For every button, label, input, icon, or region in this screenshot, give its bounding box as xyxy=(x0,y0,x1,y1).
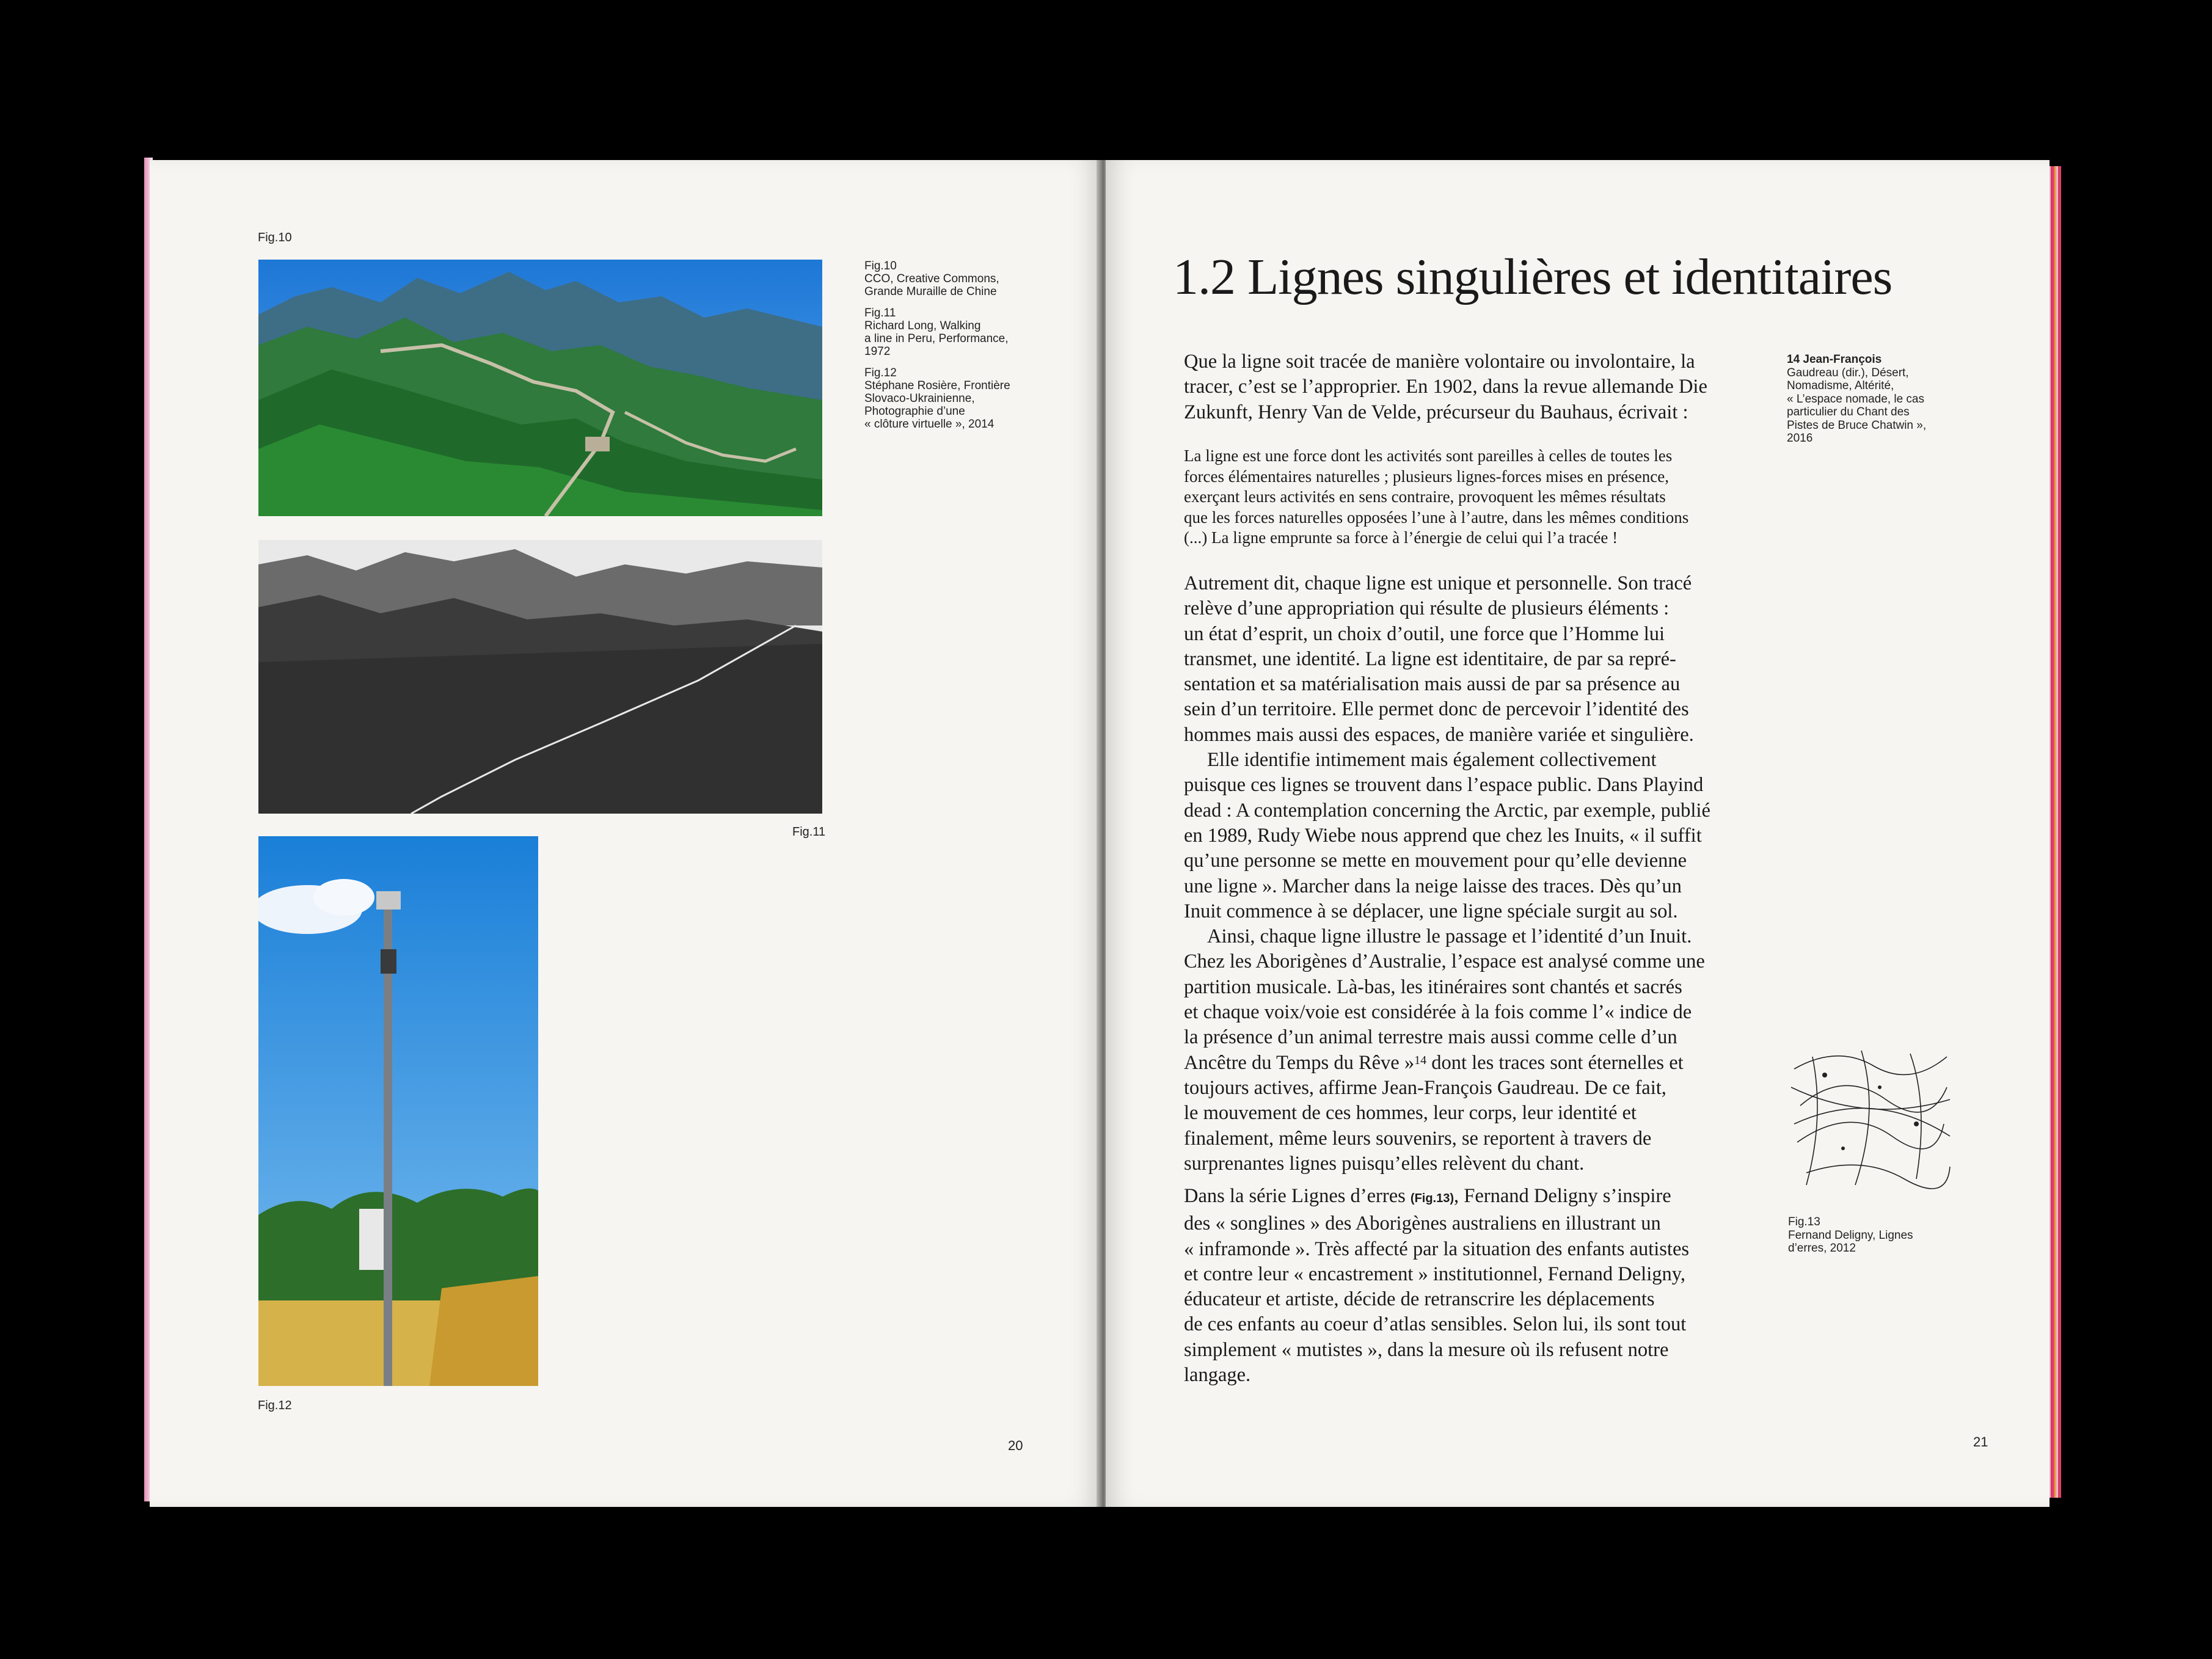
figure-captions xyxy=(864,260,1035,439)
fig12-label: Fig.12 xyxy=(258,1399,292,1412)
text-line: sein d’un territoire. Elle permet donc de percevoir l’identité des xyxy=(1184,698,1689,721)
text-line: Ainsi, chaque ligne illustre le passage et l’identité d’un Inuit. xyxy=(1207,925,1692,948)
caption-line: d’erres, 2012 xyxy=(1788,1242,1856,1255)
text-line: en 1989, Rudy Wiebe nous apprend que chez les Inuits, « il suffit xyxy=(1184,824,1702,847)
caption-line: « clôture virtuelle », 2014 xyxy=(864,418,995,431)
text-line xyxy=(1184,1051,1749,1076)
footnote-line: 2016 xyxy=(1787,432,1813,445)
text-line: le mouvement de ces hommes, leur corps, leur identité et xyxy=(1184,1102,1637,1125)
section-title: 1.2 Lignes singulières et identitaires xyxy=(1173,249,1893,305)
caption-line: 1972 xyxy=(864,345,891,358)
text-line: puisque ces lignes se trouvent dans l’espace public. Dans Playind xyxy=(1184,774,1704,797)
caption-fig10 xyxy=(864,260,1035,298)
caption-line: Fig.11 xyxy=(864,307,896,319)
great-wall-illustration xyxy=(258,260,822,516)
text-line: Elle identifie intimement mais également collectivement xyxy=(1207,749,1657,771)
text-line: Zukunft, Henry Van de Velde, précurseur du Bauhaus, écrivait : xyxy=(1184,401,1688,423)
last-paragraph xyxy=(1184,1184,1749,1388)
footnote-line: particulier du Chant des xyxy=(1787,406,1910,418)
text-line xyxy=(1184,1184,1749,1211)
border-camera-illustration xyxy=(258,836,538,1386)
text-line: et contre leur « encastrement » institutionnel, Fernand Deligny, xyxy=(1184,1263,1685,1285)
caption-line: Richard Long, Walking xyxy=(864,319,981,332)
caption-line: Fig.10 xyxy=(864,260,897,272)
text-line: dead : A contemplation concerning the Arctic, par exemple, publié xyxy=(1184,799,1710,822)
caption-line: Fernand Deligny, Lignes xyxy=(1788,1228,1913,1242)
quote-line: exerçant leurs activités en sens contraire, provoquent les mêmes résultats xyxy=(1184,487,1666,506)
text-line: transmet, une identité. La ligne est identitaire, de par sa repré- xyxy=(1184,647,1676,670)
line-text: Ancêtre du Temps du Rêve » xyxy=(1184,1051,1415,1074)
text-line: de ces enfants au coeur d’atlas sensibles. Selon lui, ils sont tout xyxy=(1184,1313,1687,1336)
text-line: Chez les Aborigènes d’Australie, l’espace est analysé comme une xyxy=(1184,950,1705,973)
desert-line-illustration xyxy=(258,540,822,814)
text-line: tracer, c’est se l’approprier. En 1902, dans la revue allemande Die xyxy=(1184,376,1707,398)
caption-line: a line in Peru, Performance, xyxy=(864,332,1009,345)
quote-line: forces élémentaires naturelles ; plusieurs lignes-forces mises en présence, xyxy=(1184,467,1669,486)
main-paragraphs xyxy=(1184,571,1749,1176)
footnote-line: Gaudreau (dir.), Désert, xyxy=(1787,366,1909,379)
text-line: hommes mais aussi des espaces, de manière variée et singulière. xyxy=(1184,723,1694,746)
line-text: Dans la série Lignes d’erres xyxy=(1184,1185,1406,1207)
footnote-line: 14 Jean-François xyxy=(1787,353,1882,366)
text-line: éducateur et artiste, décide de retranscrire les déplacements xyxy=(1184,1288,1655,1311)
footnote-line: « L’espace nomade, le cas xyxy=(1787,392,1924,406)
text-line: simplement « mutistes », dans la mesure où ils refusent notre xyxy=(1184,1338,1669,1361)
text-line: surprenantes lignes puisqu’elles relèvent du chant. xyxy=(1184,1152,1585,1175)
caption-line: Photographie d’une xyxy=(864,405,965,418)
text-line: finalement, même leurs souvenirs, se reportent à travers de xyxy=(1184,1127,1652,1150)
lignes-derres-illustration xyxy=(1788,1032,1953,1203)
caption-line: Stéphane Rosière, Frontière xyxy=(864,379,1010,392)
fig10-label: Fig.10 xyxy=(258,231,292,244)
line-text: dont les traces sont éternelles et xyxy=(1426,1051,1684,1074)
text-line: langage. xyxy=(1184,1364,1251,1387)
caption-fig11 xyxy=(864,307,1035,358)
text-line: un état d’esprit, un choix d’outil, une force que l’Homme lui xyxy=(1184,622,1665,645)
border-camera-photo xyxy=(258,836,538,1386)
caption-fig12 xyxy=(864,366,1035,431)
fig11-label: Fig.11 xyxy=(792,825,826,839)
intro-paragraph xyxy=(1184,349,1749,425)
quote-line: La ligne est une force dont les activités sont pareilles à celles de toutes les xyxy=(1184,447,1673,465)
quote-line: que les forces naturelles opposées l’une à l’autre, dans les mêmes conditions xyxy=(1184,508,1689,527)
caption-line: Grande Muraille de Chine xyxy=(864,285,997,298)
desert-line-photo xyxy=(258,540,822,814)
text-line: Que la ligne soit tracée de manière volontaire ou involontaire, la xyxy=(1184,351,1695,373)
lignes-derres-drawing xyxy=(1788,1032,1953,1203)
figure-ref[interactable]: (Fig.13) xyxy=(1410,1192,1455,1205)
text-line: et chaque voix/voie est considérée à la fois comme l’« indice de xyxy=(1184,1001,1692,1024)
footnote-line: Nomadisme, Altérité, xyxy=(1787,379,1894,392)
page-number-right: 21 xyxy=(1973,1434,1988,1449)
caption-line: Fig.13 xyxy=(1788,1216,1820,1228)
footnote-ref-14[interactable]: 14 xyxy=(1414,1053,1427,1067)
quote-line: (...) La ligne emprunte sa force à l’énergie de celui qui l’a tracée ! xyxy=(1184,528,1618,547)
text-line: des « songlines » des Aborigènes australiens en illustrant un xyxy=(1184,1212,1661,1235)
caption-line: CCO, Creative Commons, xyxy=(864,272,999,285)
footnote-14 xyxy=(1787,353,1970,445)
footnote-line: Pistes de Bruce Chatwin », xyxy=(1787,418,1927,432)
block-quote xyxy=(1184,446,1749,549)
line-text: , Fernand Deligny s’inspire xyxy=(1454,1185,1671,1207)
text-line: toujours actives, affirme Jean-François Gaudreau. De ce fait, xyxy=(1184,1076,1666,1099)
great-wall-photo xyxy=(258,260,822,516)
page-number-left: 20 xyxy=(1008,1438,1023,1453)
text-line: Inuit commence à se déplacer, une ligne spéciale surgit au sol. xyxy=(1184,900,1678,922)
text-line: qu’une personne se mette en mouvement pour qu’elle devienne xyxy=(1184,850,1687,872)
text-line: la présence d’un animal terrestre mais aussi comme celle d’un xyxy=(1184,1026,1677,1049)
text-line: relève d’une appropriation qui résulte de plusieurs éléments : xyxy=(1184,597,1670,620)
text-line: sentation et sa matérialisation mais aussi de par sa présence au xyxy=(1184,673,1681,696)
text-line: une ligne ». Marcher dans la neige laisse des traces. Dès qu’un xyxy=(1184,875,1682,897)
text-line: partition musicale. Là-bas, les itinéraires sont chantés et sacrés xyxy=(1184,975,1682,998)
caption-line: Fig.12 xyxy=(864,366,897,379)
text-line: Autrement dit, chaque ligne est unique et personnelle. Son tracé xyxy=(1184,572,1692,594)
caption-fig13 xyxy=(1788,1216,1935,1255)
text-line: « inframonde ». Très affecté par la situation des enfants autistes xyxy=(1184,1238,1690,1260)
caption-line: Slovaco-Ukrainienne, xyxy=(864,392,975,405)
